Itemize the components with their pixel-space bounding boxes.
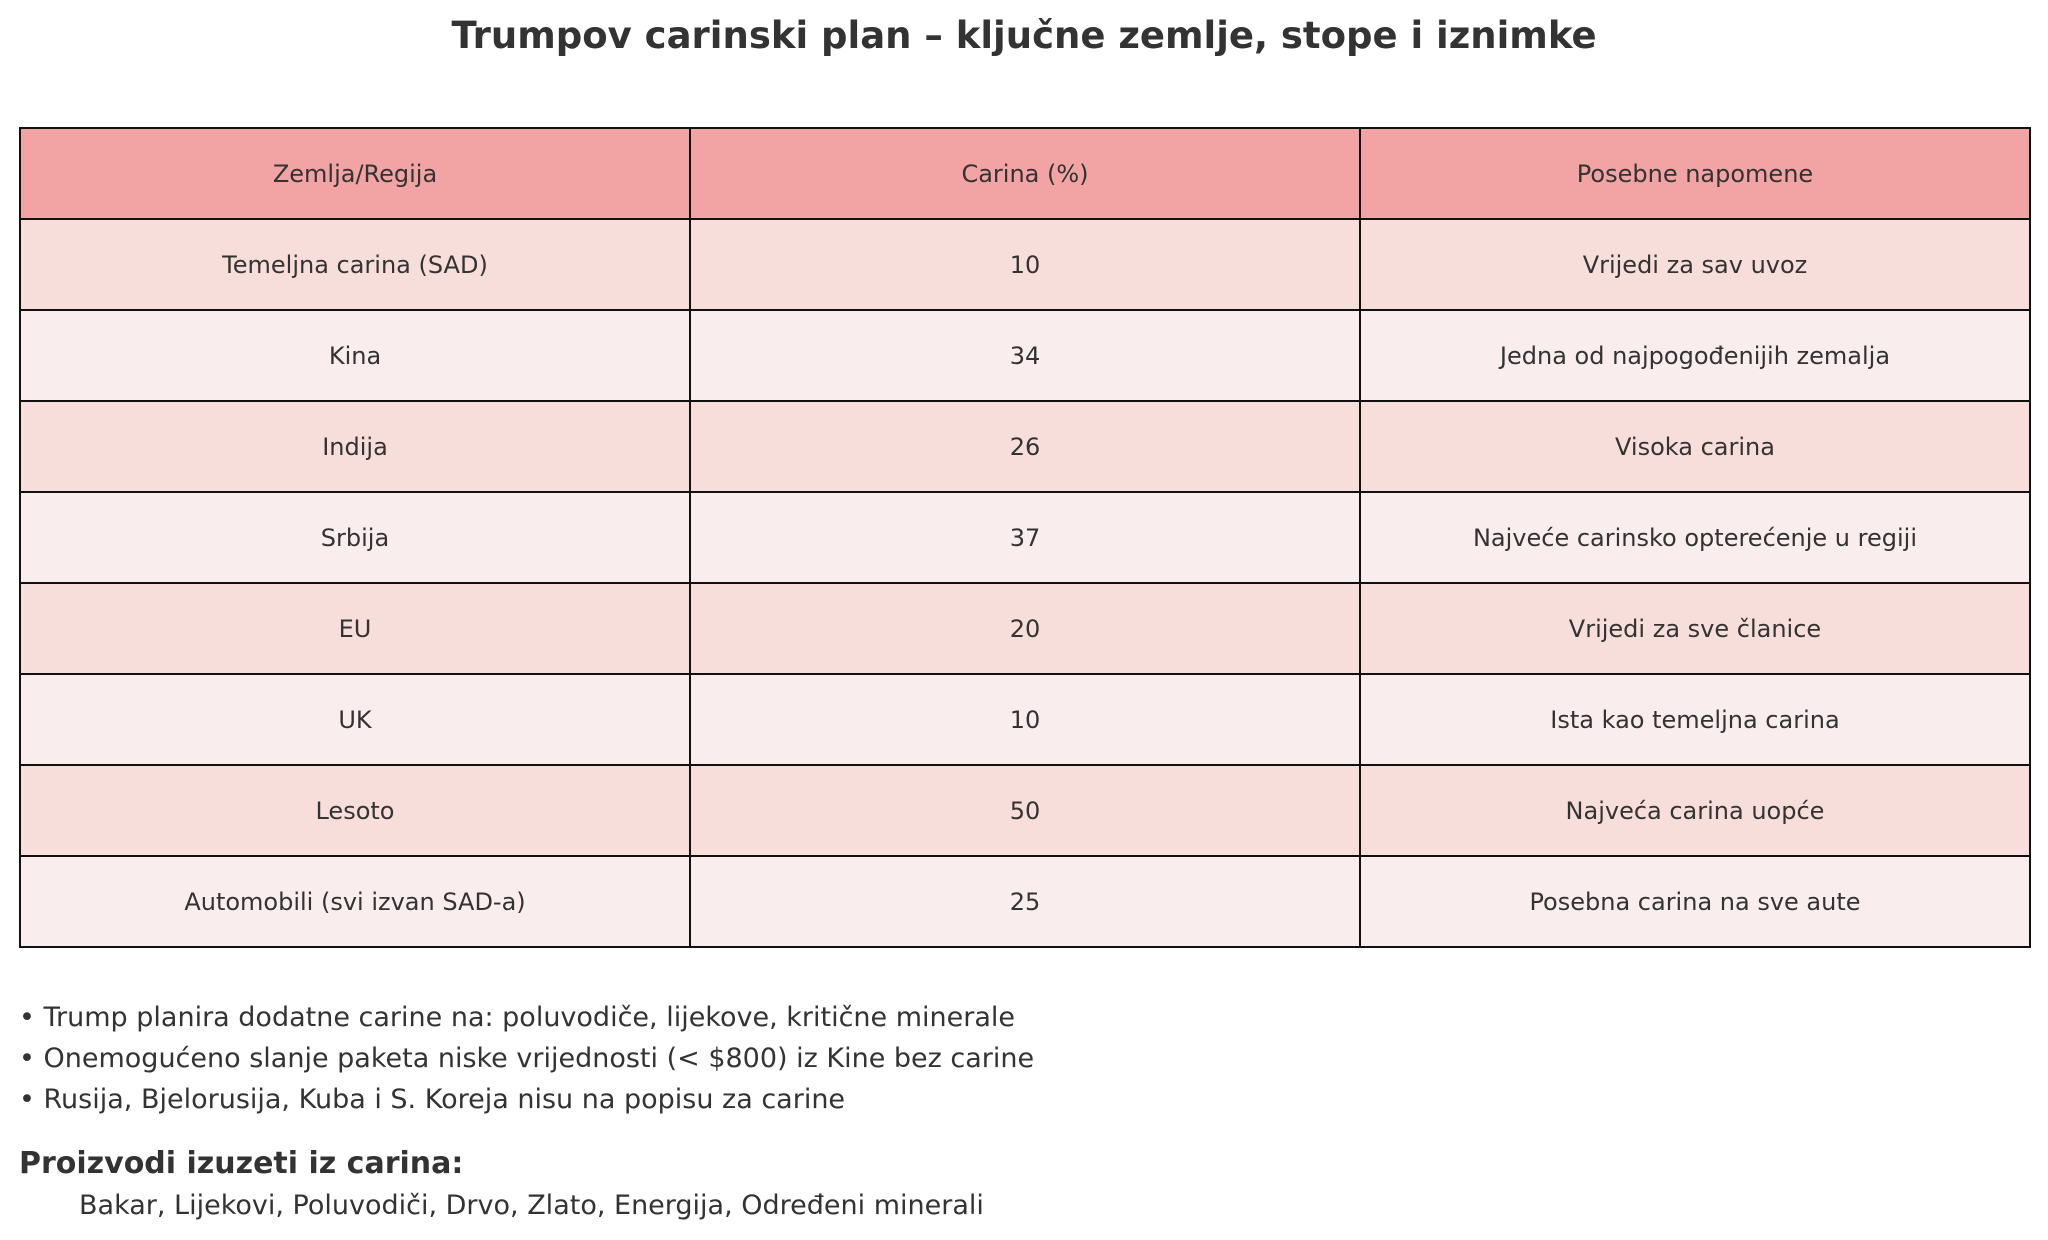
region-cell: Automobili (svi izvan SAD-a) (20, 856, 690, 947)
tariff-cell: 10 (690, 674, 1360, 765)
tariff-cell: 10 (690, 219, 1360, 310)
tariff-cell: 25 (690, 856, 1360, 947)
column-header-region: Zemlja/Regija (20, 128, 690, 219)
tariff-cell: 37 (690, 492, 1360, 583)
table-header-row (20, 128, 2030, 219)
note-cell: Visoka carina (1360, 401, 2030, 492)
note-cell: Posebna carina na sve aute (1360, 856, 2030, 947)
table-row (20, 310, 2030, 401)
note-cell: Vrijedi za sve članice (1360, 583, 2030, 674)
note-item: • Trump planira dodatne carine na: poluvodiče, lijekove, kritične minerale (19, 1002, 1016, 1033)
region-cell: Indija (20, 401, 690, 492)
note-cell: Najveće carinsko opterećenje u regiji (1360, 492, 2030, 583)
table-row (20, 765, 2030, 856)
tariff-cell: 20 (690, 583, 1360, 674)
note-cell: Vrijedi za sav uvoz (1360, 219, 2030, 310)
note-cell: Jedna od najpogođenijih zemalja (1360, 310, 2030, 401)
tariff-table (19, 127, 2031, 948)
column-header-notes: Posebne napomene (1360, 128, 2030, 219)
table-row (20, 492, 2030, 583)
tariff-cell: 34 (690, 310, 1360, 401)
tariff-cell: 50 (690, 765, 1360, 856)
table-row (20, 583, 2030, 674)
note-cell: Ista kao temeljna carina (1360, 674, 2030, 765)
table-row (20, 219, 2030, 310)
region-cell: Kina (20, 310, 690, 401)
region-cell: Lesoto (20, 765, 690, 856)
exemptions-title: Proizvodi izuzeti iz carina: (19, 1146, 464, 1181)
note-item: • Onemogućeno slanje paketa niske vrijednosti (< $800) iz Kine bez carine (19, 1043, 1035, 1074)
region-cell: Temeljna carina (SAD) (20, 219, 690, 310)
exemptions-list: Bakar, Lijekovi, Poluvodiči, Drvo, Zlato, Energija, Određeni minerali (79, 1190, 984, 1221)
note-cell: Najveća carina uopće (1360, 765, 2030, 856)
table-row (20, 401, 2030, 492)
table-row (20, 674, 2030, 765)
region-cell: Srbija (20, 492, 690, 583)
column-header-tariff: Carina (%) (690, 128, 1360, 219)
note-item: • Rusija, Bjelorusija, Kuba i S. Koreja nisu na popisu za carine (19, 1084, 846, 1115)
region-cell: EU (20, 583, 690, 674)
notes-list (19, 997, 1919, 1120)
tariff-cell: 26 (690, 401, 1360, 492)
region-cell: UK (20, 674, 690, 765)
table-row (20, 856, 2030, 947)
chart-title: Trumpov carinski plan – ključne zemlje, stope i iznimke (451, 14, 1597, 57)
table-body (20, 219, 2030, 947)
